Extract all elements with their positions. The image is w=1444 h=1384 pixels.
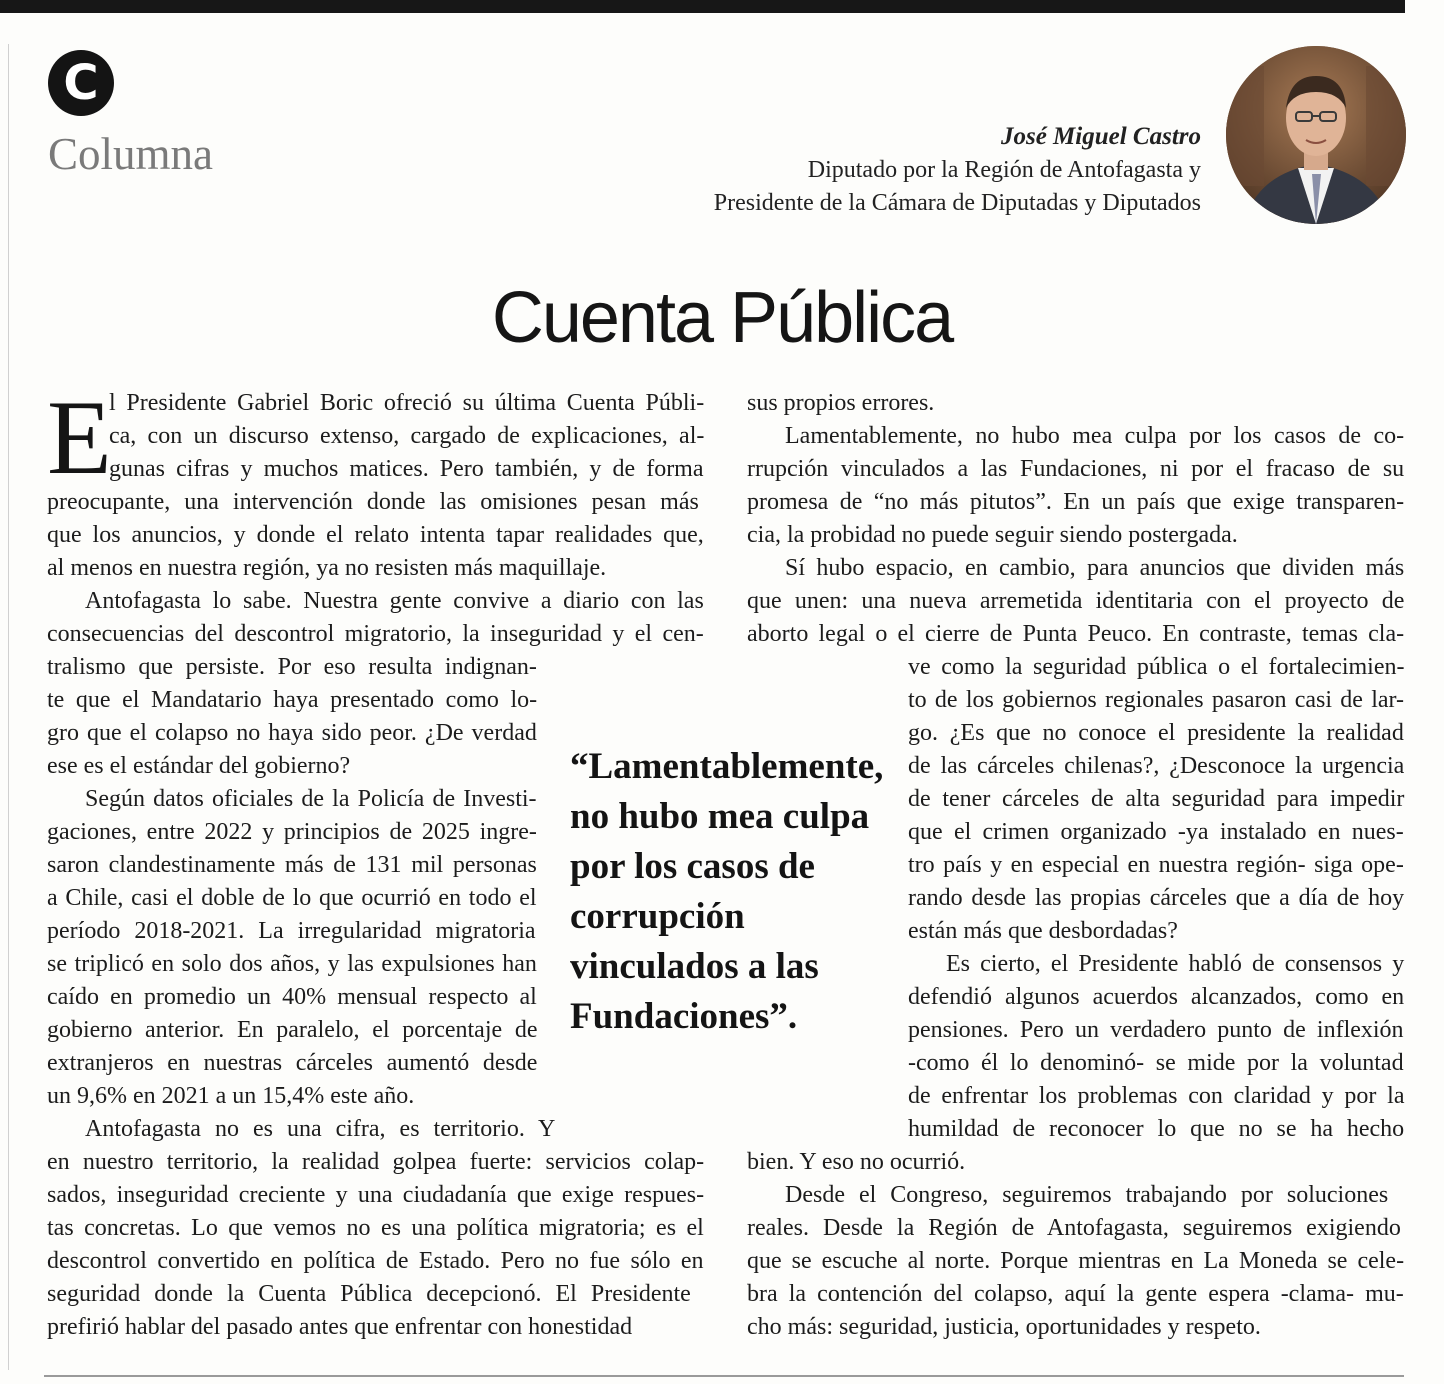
section-label: Columna bbox=[48, 129, 213, 179]
body-text-line: Según datos oficiales de la Policía de Investi- bbox=[85, 786, 537, 812]
body-text-line: defendió algunos acuerdos alcanzados, como en bbox=[908, 984, 1405, 1010]
body-text-line: Es cierto, el Presidente habló de consensos y bbox=[946, 951, 1405, 977]
body-text-line: de tener cárceles de alta seguridad para impedir bbox=[908, 786, 1405, 812]
author-role-line: Presidente de la Cámara de Diputadas y Diputados bbox=[713, 190, 1201, 216]
pull-quote-line: “Lamentablemente, bbox=[570, 746, 884, 787]
pull-quote-line: vinculados a las bbox=[570, 946, 819, 987]
body-text-line: sados, inseguridad creciente y una ciudadanía que exige respues- bbox=[47, 1182, 705, 1208]
body-text-line: consecuencias del descontrol migratorio, la inseguridad y el cen- bbox=[47, 621, 704, 647]
left-rule bbox=[8, 44, 9, 1370]
body-text-line: promesa de “no más pitutos”. En un país que exige transparen- bbox=[747, 489, 1405, 515]
body-text-line: -como él lo denominó- se mide por la voluntad bbox=[908, 1050, 1404, 1076]
body-text-line: l Presidente Gabriel Boric ofreció su última Cuenta Públi- bbox=[109, 390, 705, 416]
body-text-line: humildad de reconocer lo que no se ha hecho bbox=[908, 1116, 1405, 1142]
body-text-line: en nuestro territorio, la realidad golpea fuerte: servicios colap- bbox=[47, 1149, 705, 1175]
author-role-line: Diputado por la Región de Antofagasta y bbox=[807, 157, 1201, 183]
body-text-line: rrupción vinculados a las Fundaciones, ni por el fracaso de su bbox=[747, 456, 1405, 482]
body-text-line: período 2018-2021. La irregularidad migratoria bbox=[47, 918, 536, 944]
body-text-line: que el crimen organizado -ya instalado en nues- bbox=[908, 819, 1404, 845]
body-text-line: te que el Mandatario haya presentado como lo- bbox=[47, 687, 538, 713]
body-text-line: caído en promedio un 40% mensual respecto al bbox=[47, 984, 537, 1010]
body-text-line: ca, con un discurso extenso, cargado de explicaciones, al- bbox=[109, 423, 705, 449]
body-text-line: sus propios errores. bbox=[747, 390, 935, 416]
author-portrait-icon bbox=[1226, 46, 1406, 224]
body-text-line: gro que el colapso no haya sido peor. ¿De verdad bbox=[47, 720, 537, 746]
body-text-line: Desde el Congreso, seguiremos trabajando por soluciones bbox=[785, 1182, 1389, 1208]
body-text-line: aborto legal o el cierre de Punta Peuco. En contraste, temas cla- bbox=[747, 621, 1405, 647]
body-text-line: Lamentablemente, no hubo mea culpa por los casos de co- bbox=[785, 423, 1405, 449]
pull-quote-line: por los casos de bbox=[570, 846, 815, 887]
body-text-line: al menos en nuestra región, ya no resisten más maquillaje. bbox=[47, 555, 607, 581]
body-text-line: ese es el estándar del gobierno? bbox=[47, 753, 351, 779]
author-name: José Miguel Castro bbox=[1000, 123, 1201, 150]
body-text-line: gunas cifras y muchos matices. Pero también, y de forma bbox=[109, 456, 704, 482]
body-text-line: que unen: una nueva arremetida identitaria con el proyecto de bbox=[747, 588, 1405, 614]
body-text-line: bien. Y eso no ocurrió. bbox=[747, 1149, 966, 1175]
body-text-line: pensiones. Pero un verdadero punto de inflexión bbox=[908, 1017, 1404, 1043]
body-text-line: tas concretas. Lo que vemos no es una política migratoria; es el bbox=[47, 1215, 704, 1241]
body-text-line: de enfrentar los problemas con claridad y por la bbox=[908, 1083, 1405, 1109]
byline bbox=[714, 120, 1201, 220]
body-text-line: cia, la probidad no puede seguir siendo postergada. bbox=[747, 522, 1238, 548]
body-text-line: Antofagasta no es una cifra, es territorio. Y bbox=[85, 1116, 556, 1142]
body-text-line: go. ¿Es que no conoce el presidente la realidad bbox=[908, 720, 1404, 746]
body-text-line: cho más: seguridad, justicia, oportunidades y respeto. bbox=[747, 1314, 1261, 1340]
article-title: Cuenta Pública bbox=[491, 278, 953, 358]
body-text-line: descontrol convertido en política de Estado. Pero no fue sólo en bbox=[47, 1248, 704, 1274]
body-text-line: seguridad donde la Cuenta Pública decepcionó. El Presidente bbox=[47, 1281, 691, 1307]
body-text-line: ve como la seguridad pública o el fortalecimien- bbox=[908, 654, 1405, 680]
body-text-line: saron clandestinamente más de 131 mil personas bbox=[47, 852, 537, 878]
body-text-line: reales. Desde la Región de Antofagasta, seguiremos exigiendo bbox=[747, 1215, 1401, 1241]
body-text-line: preocupante, una intervención donde las omisiones pesan más bbox=[47, 489, 699, 515]
body-text-line: un 9,6% en 2021 a un 15,4% este año. bbox=[47, 1083, 415, 1109]
body-text-line: gaciones, entre 2022 y principios de 2025 ingre- bbox=[47, 819, 537, 845]
body-text-line: que se escuche al norte. Porque mientras en La Moneda se cele- bbox=[747, 1248, 1405, 1274]
pull-quote-line: Fundaciones”. bbox=[570, 996, 798, 1037]
body-text-line: se triplicó en solo dos años, y las expulsiones han bbox=[47, 951, 537, 977]
body-text-line: a Chile, casi el doble de lo que ocurrió en todo el bbox=[47, 885, 537, 911]
drop-cap: E bbox=[47, 379, 112, 496]
body-text-line: están más que desbordadas? bbox=[908, 918, 1178, 944]
body-text-line: extranjeros en nuestras cárceles aumentó desde bbox=[47, 1050, 538, 1076]
body-text-line: tro país y en especial en nuestra región- siga ope- bbox=[908, 852, 1404, 878]
column-logo-icon: C bbox=[48, 50, 114, 116]
body-text-line: Sí hubo espacio, en cambio, para anuncios que dividen más bbox=[785, 555, 1405, 581]
top-rule bbox=[0, 0, 1405, 13]
body-text-line: bra la contención del colapso, aquí la gente espera -clama- mu- bbox=[747, 1281, 1404, 1307]
bottom-rule bbox=[44, 1375, 1404, 1377]
body-text-line: Antofagasta lo sabe. Nuestra gente convive a diario con las bbox=[85, 588, 704, 614]
body-text-line: gobierno anterior. En paralelo, el porcentaje de bbox=[47, 1017, 538, 1043]
body-text-line: tralismo que persiste. Por eso resulta indignan- bbox=[47, 654, 537, 680]
body-text-line: to de los gobiernos regionales pasaron casi de lar- bbox=[908, 687, 1405, 713]
body-text-line: prefirió hablar del pasado antes que enfrentar con honestidad bbox=[47, 1314, 633, 1340]
body-text-line: que los anuncios, y donde el relato intenta tapar realidades que, bbox=[47, 522, 704, 548]
pull-quote-line: corrupción bbox=[570, 896, 745, 937]
pull-quote bbox=[570, 742, 883, 1042]
body-text-line: de las cárceles chilenas?, ¿Desconoce la urgencia bbox=[908, 753, 1405, 779]
pull-quote-line: no hubo mea culpa bbox=[570, 796, 870, 837]
body-text-line: rando desde las propias cárceles que a día de hoy bbox=[908, 885, 1405, 911]
